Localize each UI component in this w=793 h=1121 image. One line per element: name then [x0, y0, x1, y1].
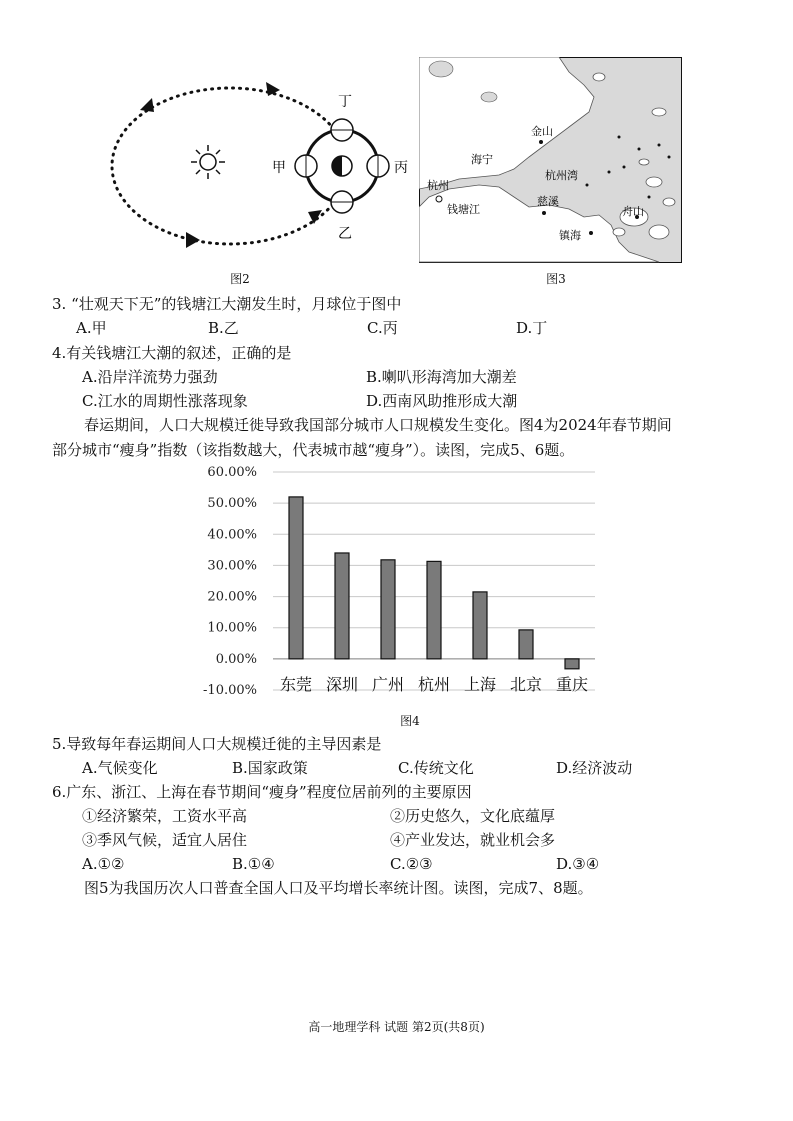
x-tick-label: 深圳 — [325, 675, 359, 694]
orbit-arrow-left — [140, 98, 154, 112]
question-3-stem: 3. “壮观天下无”的钱塘江大潮发生时，月球位于图中 — [52, 295, 402, 313]
figure-4-caption: 图4 — [400, 714, 420, 728]
question-5-option-d[interactable]: D.经济波动 — [556, 759, 633, 777]
marker-jinshan — [539, 140, 543, 144]
bar-5 — [519, 630, 533, 659]
place-hangzhou: 杭州 — [427, 179, 449, 192]
x-tick-label: 广州 — [371, 675, 405, 694]
bar-4 — [473, 592, 487, 659]
figure-2-diagram — [100, 60, 430, 270]
intro-7-8: 图5为我国历次人口普查全国人口及平均增长率统计图。读图，完成7、8题。 — [84, 879, 593, 897]
marker-zhenhai — [589, 231, 593, 235]
question-6-option-a[interactable]: A.①② — [82, 855, 125, 873]
figure-2-caption: 图2 — [230, 272, 250, 286]
place-jinshan: 金山 — [531, 125, 553, 138]
figure-3-caption: 图3 — [546, 272, 566, 286]
question-4-stem: 4.有关钱塘江大潮的叙述，正确的是 — [52, 344, 292, 362]
question-6-option-c[interactable]: C.②③ — [390, 855, 433, 873]
page-footer: 高一地理学科 试题 第2页(共8页) — [308, 1020, 485, 1034]
y-tick-label: 40.00% — [207, 527, 257, 543]
y-tick-label: -10.00% — [203, 683, 257, 698]
y-tick-label: 60.00% — [207, 465, 257, 480]
x-tick-label: 上海 — [463, 675, 497, 694]
question-6-item-2: ②历史悠久，文化底蕴厚 — [390, 807, 556, 825]
bar-3 — [427, 561, 441, 658]
sun-icon — [191, 145, 225, 179]
question-6-stem: 6.广东、浙江、上海在春节期间“瘦身”程度位居前列的主要原因 — [52, 783, 472, 801]
question-6-item-3: ③季风气候，适宜人居住 — [82, 831, 248, 849]
y-tick-label: 30.00% — [207, 558, 257, 574]
question-5-option-c[interactable]: C.传统文化 — [398, 759, 474, 777]
intro-5-6-line-1: 春运期间，人口大规模迁徙导致我国部分城市人口规模发生变化。图4为2024年春节期间 — [84, 416, 672, 434]
label-yi: 乙 — [338, 226, 352, 242]
earth-icon — [332, 156, 352, 176]
x-tick-label: 重庆 — [555, 675, 589, 694]
bar-2 — [381, 560, 395, 659]
bar-1 — [335, 553, 349, 659]
question-6-option-b[interactable]: B.①④ — [232, 855, 275, 873]
orbit-arrow-bottom — [186, 232, 200, 248]
x-tick-label: 杭州 — [417, 675, 451, 694]
marker-cixi — [542, 211, 546, 215]
label-ding: 丁 — [338, 94, 352, 110]
question-4-option-b[interactable]: B.喇叭形海湾加大潮差 — [366, 368, 517, 386]
y-tick-label: 20.00% — [207, 589, 257, 605]
question-5-stem: 5.导致每年春运期间人口大规模迁徙的主导因素是 — [52, 735, 382, 753]
question-3-option-c[interactable]: C.丙 — [367, 319, 398, 337]
question-3-option-a[interactable]: A.甲 — [76, 319, 107, 337]
question-4-option-c[interactable]: C.江水的周期性涨落现象 — [82, 392, 248, 410]
question-4-option-a[interactable]: A.沿岸洋流势力强劲 — [82, 368, 218, 386]
label-jia: 甲 — [272, 160, 286, 176]
question-4-option-d[interactable]: D.西南风助推形成大潮 — [366, 392, 518, 410]
question-5-option-b[interactable]: B.国家政策 — [232, 759, 308, 777]
question-3-option-d[interactable]: D.丁 — [516, 319, 548, 337]
bar-6 — [565, 659, 579, 669]
figure-3-map — [419, 57, 682, 263]
place-zhoushan: 舟山 — [622, 205, 644, 218]
y-tick-label: 10.00% — [207, 620, 257, 636]
intro-5-6-line-2: 部分城市“瘦身”指数（该指数越大，代表城市越“瘦身”）。读图，完成5、6题。 — [52, 441, 575, 459]
bar-0 — [289, 497, 303, 659]
y-tick-label: 50.00% — [207, 496, 257, 512]
label-bing: 丙 — [394, 160, 408, 176]
figure-4-bar-chart — [195, 462, 600, 700]
x-tick-label: 北京 — [509, 675, 543, 694]
question-3-option-b[interactable]: B.乙 — [208, 319, 239, 337]
place-cixi: 慈溪 — [537, 195, 559, 208]
place-zhenhai: 镇海 — [559, 229, 581, 242]
place-haining: 海宁 — [471, 153, 493, 166]
place-hangzhouwan: 杭州湾 — [545, 169, 578, 182]
x-tick-label: 东莞 — [279, 675, 313, 694]
y-tick-label: 0.00% — [215, 651, 257, 667]
question-6-item-4: ④产业发达，就业机会多 — [390, 831, 556, 849]
question-6-option-d[interactable]: D.③④ — [556, 855, 600, 873]
question-5-option-a[interactable]: A.气候变化 — [82, 759, 158, 777]
question-6-item-1: ①经济繁荣，工资水平高 — [82, 807, 248, 825]
place-qiantangjiang: 钱塘江 — [447, 203, 480, 216]
